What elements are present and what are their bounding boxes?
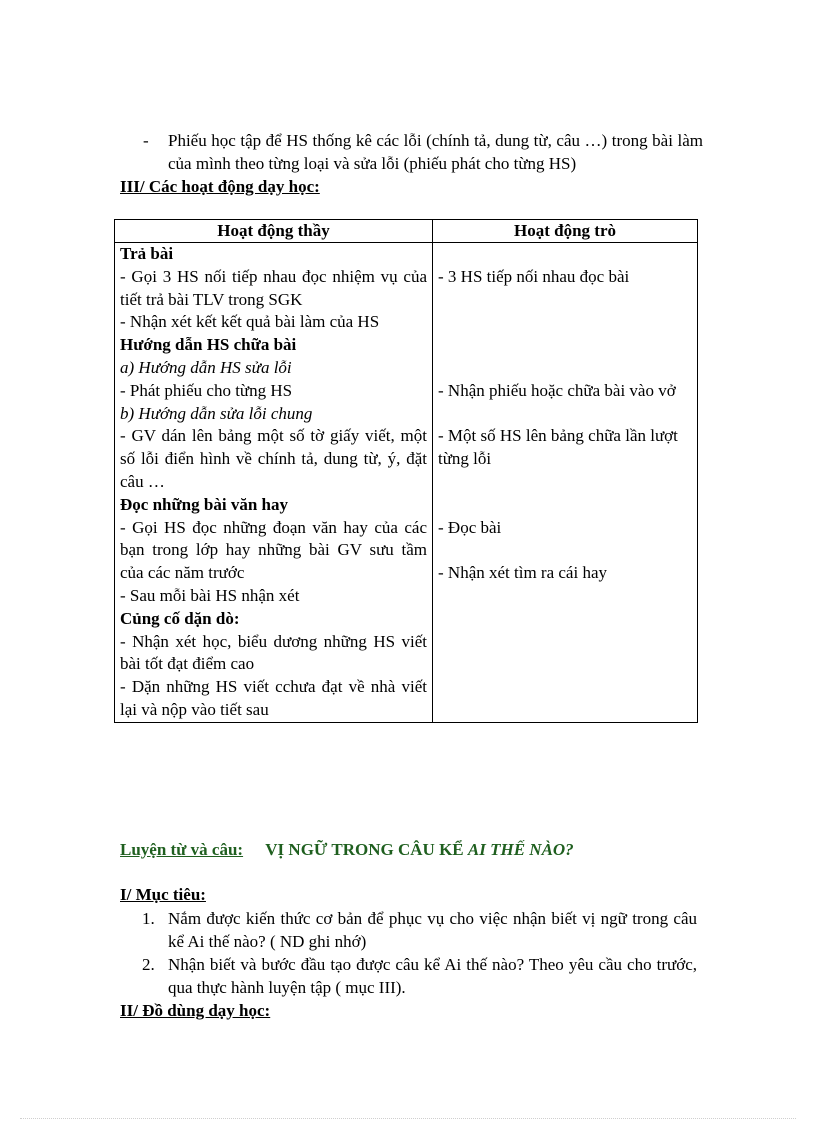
- list-item: [120, 907, 697, 953]
- bullet-text: Phiếu học tập để HS thống kê các lỗi (chính tả, dung từ, câu …) trong bài làm của mình theo từng loại và sửa lỗi (phiếu phát cho từng HS): [168, 131, 703, 173]
- step-goi-hs-doc: - Gọi HS đọc những đoạn văn hay của các bạn trong lớp hay những bài GV sưu tầm của các năm trước: [120, 517, 427, 583]
- step-goi-3hs: - Gọi 3 HS nối tiếp nhau đọc nhiệm vụ của tiết trả bài TLV trong SGK: [120, 266, 427, 309]
- page-bottom-divider: [20, 1118, 796, 1119]
- step-nhan-xet: - Nhận xét kết kết quả bài làm của HS: [120, 312, 380, 332]
- item-text: Nắm được kiến thức cơ bản để phục vụ cho việc nhận biết vị ngữ trong câu kể Ai thế nào? ( ND ghi nhớ): [168, 909, 697, 951]
- bullet-dash: -: [143, 131, 149, 150]
- student-activities-cell: [433, 243, 698, 723]
- lesson-title: [120, 838, 574, 862]
- teacher-activities-cell: [115, 243, 433, 723]
- table-header-row: [115, 220, 698, 243]
- section-huong-dan: Hướng dẫn HS chữa bài: [120, 335, 297, 355]
- student-activity-header: Hoạt động trò: [433, 220, 698, 243]
- step-dan-nhung: - Dặn những HS viết cchưa đạt về nhà viết lại và nộp vào tiết sau: [120, 677, 427, 719]
- teacher-activity-header: Hoạt động thầy: [115, 220, 433, 243]
- student-step-2: - Nhận phiếu hoặc chữa bài vào vở: [438, 380, 676, 400]
- objectives-list: [120, 907, 697, 999]
- section-3-heading: III/ Các hoạt động dạy học:: [120, 177, 320, 196]
- sub-b: b) Hướng dẫn sửa lỗi chung: [120, 403, 313, 423]
- student-step-1: - 3 HS tiếp nối nhau đọc bài: [438, 266, 630, 286]
- section-tra-bai: Trả bài: [120, 244, 174, 263]
- list-item: [120, 953, 697, 999]
- student-step-5: - Nhận xét tìm ra cái hay: [438, 563, 607, 583]
- lesson-title-text: VỊ NGỮ TRONG CÂU KỂ: [265, 840, 464, 859]
- step-sau-moi: - Sau mỗi bài HS nhận xét: [120, 585, 300, 605]
- sub-a: a) Hướng dẫn HS sửa lỗi: [120, 357, 292, 377]
- step-gv-dan: - GV dán lên bảng một số tờ giấy viết, một số lỗi điển hình về chính tả, dung từ, ý, đặt câu …: [120, 426, 427, 491]
- item-number: 2.: [142, 955, 155, 974]
- tools-heading: II/ Đồ dùng dạy học:: [120, 1001, 271, 1020]
- step-phat-phieu: - Phát phiếu cho từng HS: [120, 380, 293, 400]
- item-number: 1.: [142, 909, 155, 928]
- table-row: [115, 243, 698, 723]
- step-nhan-xet-hoc: - Nhận xét học, biểu dương những HS viết bài tốt đạt điểm cao: [120, 631, 427, 674]
- section-cung-co: Củng cố dặn dò:: [120, 608, 240, 628]
- lesson-title-italic: AI THẾ NÀO?: [467, 840, 574, 859]
- student-step-3: - Một số HS lên bảng chữa lần lượt từng lỗi: [438, 426, 678, 469]
- item-text: Nhận biết và bước đầu tạo được câu kể Ai thế nào? Theo yêu cầu cho trước, qua thực hành luyện tập ( mục III).: [168, 955, 697, 997]
- lesson-activities-table: [114, 219, 698, 723]
- lesson-label: Luyện từ và câu:: [120, 840, 244, 859]
- student-step-4: - Đọc bài: [438, 517, 502, 537]
- objectives-heading: I/ Mục tiêu:: [120, 885, 206, 904]
- section-doc-nhung: Đọc những bài văn hay: [120, 494, 288, 514]
